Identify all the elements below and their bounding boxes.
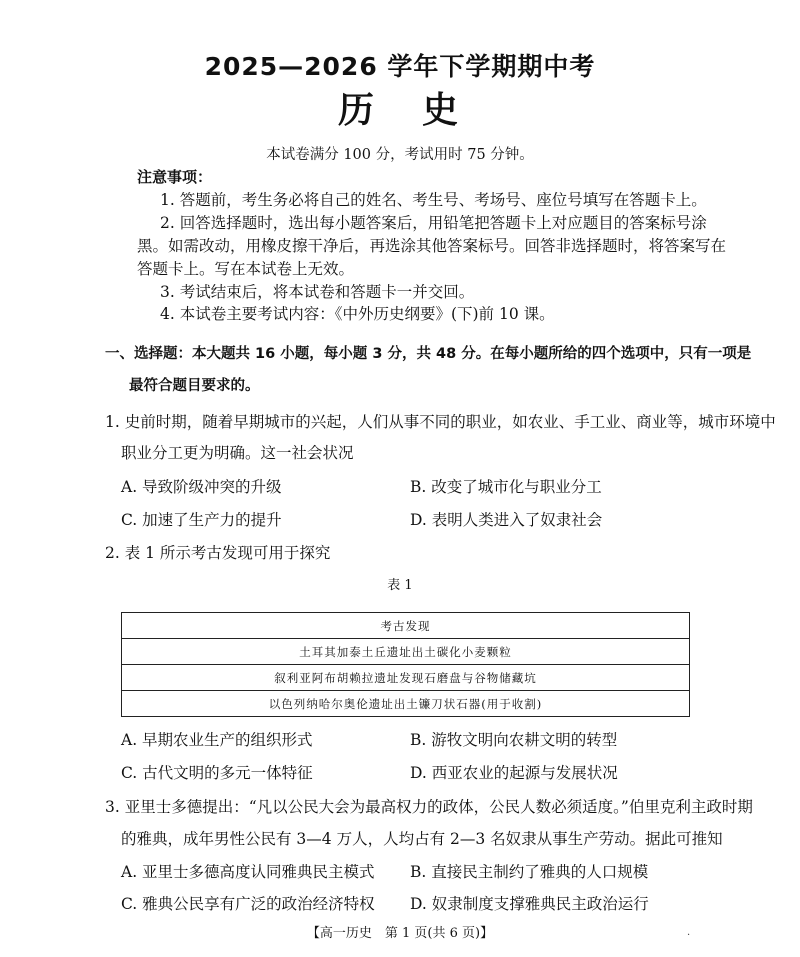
q2-option-d: D. 西亚农业的起源与发展状况: [410, 764, 618, 782]
table-header-row: [122, 613, 690, 639]
notice-line-6: 4. 本试卷主要考试内容：《中外历史纲要》(下)前 10 课。: [160, 305, 555, 323]
q3-stem: 3. 亚里士多德提出：“凡以公民大会为最高权力的政体，公民人数必须适度。”伯里克利主政时期: [105, 798, 753, 816]
notice-line-3: 黑。如需改动，用橡皮擦干净后，再选涂其他答案标号。回答非选择题时，将答案写在: [137, 237, 727, 255]
page-footer: 【高一历史 第 1 页(共 6 页)】: [306, 926, 494, 941]
q3-option-d: D. 奴隶制度支撑雅典民主政治运行: [410, 895, 649, 913]
q2-stem: 2. 表 1 所示考古发现可用于探究: [105, 544, 331, 562]
q2-option-a: A. 早期农业生产的组织形式: [121, 731, 313, 749]
q1-option-c: C. 加速了生产力的提升: [121, 511, 282, 529]
q3-option-a: A. 亚里士多德高度认同雅典民主模式: [121, 863, 375, 881]
q2-option-b: B. 游牧文明向农耕文明的转型: [410, 731, 618, 749]
q3-option-c: C. 雅典公民享有广泛的政治经济特权: [121, 895, 375, 913]
notice-line-1: 1. 答题前，考生务必将自己的姓名、考生号、考场号、座位号填写在答题卡上。: [160, 191, 707, 209]
table-caption: 表 1: [387, 578, 413, 593]
q3-option-b: B. 直接民主制约了雅典的人口规模: [410, 863, 649, 881]
archaeology-table: [121, 612, 690, 717]
notice-line-4: 答题卡上。写在本试卷上无效。: [137, 260, 355, 278]
notice-heading: 注意事项：: [137, 168, 213, 186]
q1-stem-cont: 职业分工更为明确。这一社会状况: [121, 444, 354, 462]
corner-mark: ·: [687, 930, 691, 941]
exam-title: 2025—2026 学年下学期期中考: [204, 52, 596, 81]
score-info: 本试卷满分 100 分，考试用时 75 分钟。: [266, 147, 534, 163]
section1-heading: 一、选择题：本大题共 16 小题，每小题 3 分，共 48 分。在每小题所给的四个选项中，只有一项是: [105, 346, 752, 362]
subject-title: 历史: [337, 90, 506, 131]
q1-option-b: B. 改变了城市化与职业分工: [410, 478, 602, 496]
table-row: [122, 665, 690, 691]
table-row: [122, 691, 690, 717]
table-cell: 以色列纳哈尔奥伦遗址出土镰刀状石器(用于收割): [122, 691, 690, 717]
notice-line-5: 3. 考试结束后，将本试卷和答题卡一并交回。: [160, 283, 475, 301]
notice-line-2: 2. 回答选择题时，选出每小题答案后，用铅笔把答题卡上对应题目的答案标号涂: [160, 214, 707, 232]
section1-heading-cont: 最符合题目要求的。: [129, 378, 260, 394]
table-row: [122, 639, 690, 665]
q3-stem-cont: 的雅典，成年男性公民有 3—4 万人，人均占有 2—3 名奴隶从事生产劳动。据此可推知: [121, 830, 723, 848]
table-cell: 土耳其加泰土丘遗址出土碳化小麦颗粒: [122, 639, 690, 665]
table-header-cell: 考古发现: [122, 613, 690, 639]
q1-option-a: A. 导致阶级冲突的升级: [121, 478, 282, 496]
table-cell: 叙利亚阿布胡赖拉遗址发现石磨盘与谷物储藏坑: [122, 665, 690, 691]
q2-option-c: C. 古代文明的多元一体特征: [121, 764, 313, 782]
q1-option-d: D. 表明人类进入了奴隶社会: [410, 511, 603, 529]
q1-stem: 1. 史前时期，随着早期城市的兴起，人们从事不同的职业，如农业、手工业、商业等，城市环境中: [105, 413, 776, 431]
